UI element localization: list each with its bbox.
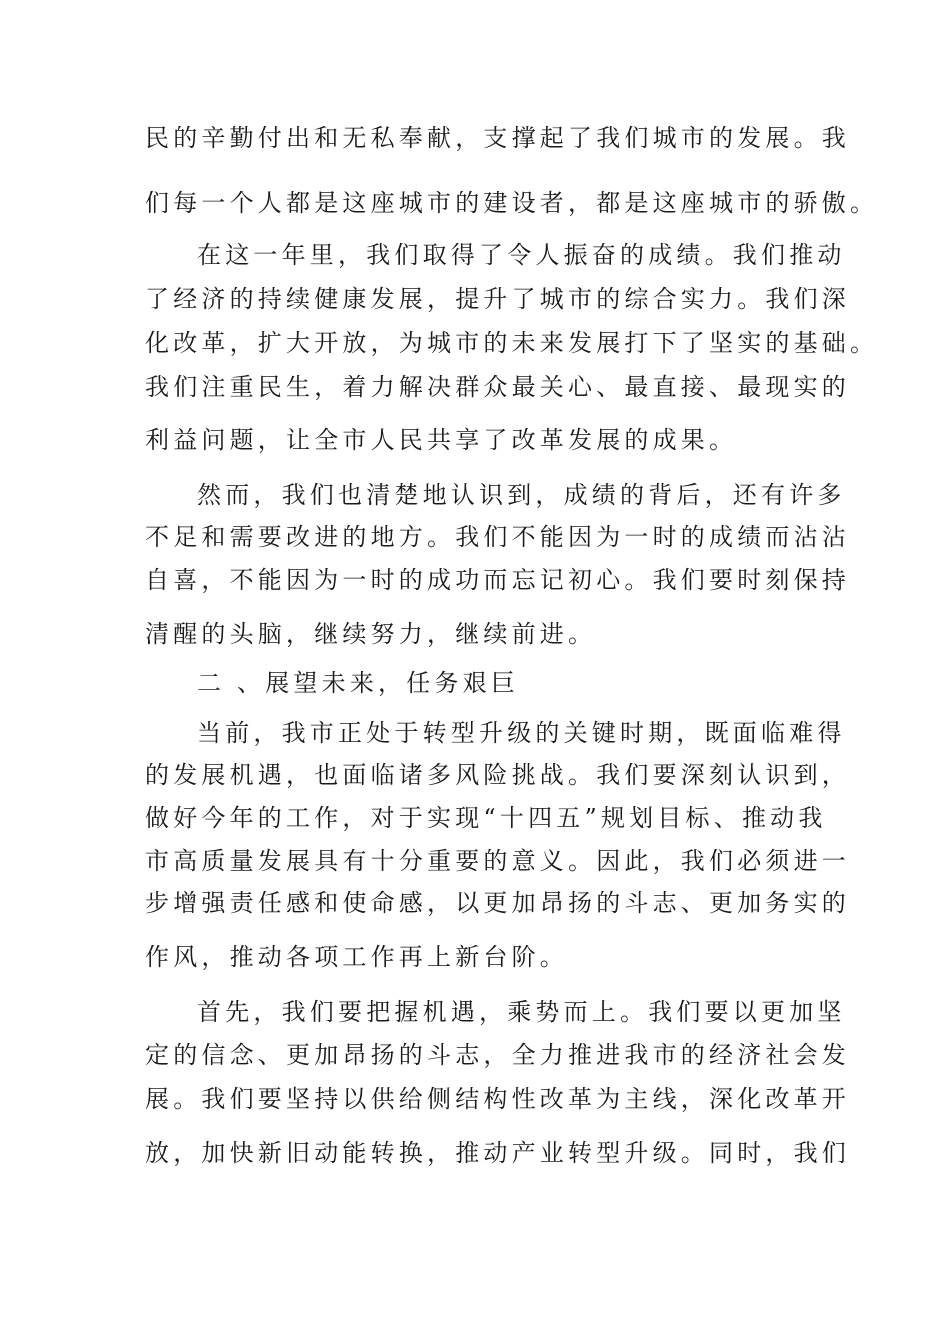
text-line: 放，加快新旧动能转换，推动产业转型升级。同时，我们 [145, 1139, 850, 1167]
text-line: 化改革，扩大开放，为城市的未来发展打下了坚实的基础。 [145, 329, 879, 357]
text-line: 我们注重民生，着力解决群众最关心、最直接、最现实的 [145, 373, 850, 401]
paragraph-start-line: 然而，我们也清楚地认识到，成绩的背后，还有许多 [197, 481, 846, 509]
text-line: 不足和需要改进的地方。我们不能因为一时的成绩而沾沾 [145, 523, 850, 551]
text-line: 展。我们要坚持以供给侧结构性改革为主线，深化改革开 [145, 1085, 850, 1113]
text-line: 了经济的持续健康发展，提升了城市的综合实力。我们深 [145, 285, 850, 313]
text-line: 的发展机遇，也面临诸多风险挑战。我们要深刻认识到， [145, 761, 850, 789]
text-line: 民的辛勤付出和无私奉献，支撑起了我们城市的发展。我 [145, 124, 850, 152]
paragraph-start-line: 首先，我们要把握机遇，乘势而上。我们要以更加坚 [197, 998, 846, 1026]
text-line: 市高质量发展具有十分重要的意义。因此，我们必须进一 [145, 847, 850, 875]
text-line: 清醒的头脑，继续努力，继续前进。 [145, 620, 597, 648]
text-line: 自喜，不能因为一时的成功而忘记初心。我们要时刻保持 [145, 566, 850, 594]
text-line: 步增强责任感和使命感，以更加昂扬的斗志、更加务实的 [145, 889, 850, 917]
text-line: 们每一个人都是这座城市的建设者，都是这座城市的骄傲。 [145, 189, 879, 217]
paragraph-start-line: 当前，我市正处于转型升级的关键时期，既面临难得 [197, 719, 846, 747]
text-line: 作风，推动各项工作再上新台阶。 [145, 943, 568, 971]
paragraph-start-line: 在这一年里，我们取得了令人振奋的成绩。我们推动 [197, 241, 846, 269]
text-line: 利益问题，让全市人民共享了改革发展的成果。 [145, 426, 738, 454]
section-heading: 二 、展望未来，任务艰巨 [197, 669, 520, 697]
text-line: 做好今年的工作，对于实现“十四五”规划目标、推动我 [145, 804, 827, 832]
text-line: 定的信念、更加昂扬的斗志，全力推进我市的经济社会发 [145, 1041, 850, 1069]
